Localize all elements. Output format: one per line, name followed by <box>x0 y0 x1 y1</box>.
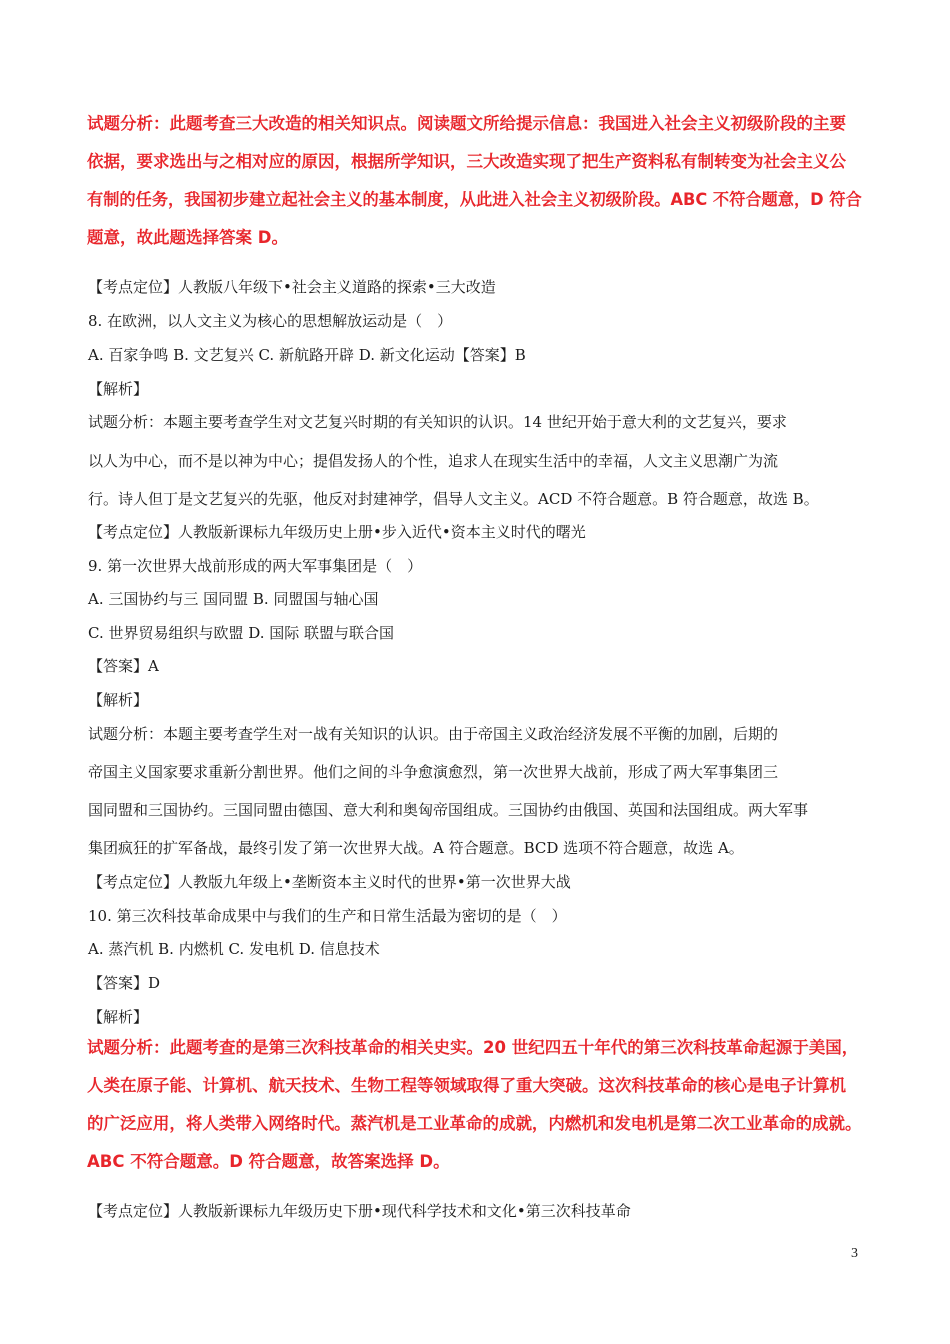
q7-analysis-line-4: 题意，故此题选择答案 D。 <box>87 228 288 247</box>
q7-knowledge-point: 【考点定位】人教版八年级下•社会主义道路的探索•三大改造 <box>88 278 496 296</box>
q10-jiexi-heading: 【解析】 <box>88 1008 149 1026</box>
q10-analysis-line-4: ABC 不符合题意。D 符合题意，故答案选择 D。 <box>87 1152 450 1171</box>
q7-analysis-line-3: 有制的任务，我国初步建立起社会主义的基本制度，从此进入社会主义初级阶段。ABC 不符合题意，D 符合 <box>87 190 862 209</box>
q8-analysis-line-3: 行。诗人但丁是文艺复兴的先驱，他反对封建神学，倡导人文主义。ACD 不符合题意。B 符合题意，故选 B。 <box>88 490 819 508</box>
q8-question: 8. 在欧洲，以人文主义为核心的思想解放运动是（ ） <box>88 312 453 330</box>
q9-answer: 【答案】A <box>88 657 159 675</box>
q8-analysis-line-1: 试题分析：本题主要考查学生对文艺复兴时期的有关知识的认识。14 世纪开始于意大利的文艺复兴，要求 <box>88 413 787 431</box>
q8-jiexi-heading: 【解析】 <box>88 380 149 398</box>
q9-options-line-2: C. 世界贸易组织与欧盟 D. 国际 联盟与联合国 <box>88 624 395 642</box>
q9-options-line-1: A. 三国协约与三 国同盟 B. 同盟国与轴心国 <box>88 590 379 608</box>
q10-options: A. 蒸汽机 B. 内燃机 C. 发电机 D. 信息技术 <box>88 940 380 958</box>
q8-analysis-line-2: 以人为中心，而不是以神为中心；提倡发扬人的个性，追求人在现实生活中的幸福，人文主义思潮广为流 <box>88 452 779 470</box>
q9-analysis-line-3: 国同盟和三国协约。三国同盟由德国、意大利和奥匈帝国组成。三国协约由俄国、英国和法国组成。两大军事 <box>88 801 809 819</box>
q10-knowledge-point: 【考点定位】人教版新课标九年级历史下册•现代科学技术和文化•第三次科技革命 <box>88 1202 631 1220</box>
q9-analysis-line-2: 帝国主义国家要求重新分割世界。他们之间的斗争愈演愈烈，第一次世界大战前，形成了两大军事集团三 <box>88 763 779 781</box>
q8-knowledge-point: 【考点定位】人教版新课标九年级历史上册•步入近代•资本主义时代的曙光 <box>88 523 586 541</box>
q9-knowledge-point: 【考点定位】人教版九年级上•垄断资本主义时代的世界•第一次世界大战 <box>88 873 571 891</box>
q10-analysis-line-2: 人类在原子能、计算机、航天技术、生物工程等领域取得了重大突破。这次科技革命的核心是电子计算机 <box>87 1076 846 1095</box>
q10-answer: 【答案】D <box>88 974 161 992</box>
q10-analysis-line-1: 试题分析：此题考查的是第三次科技革命的相关史实。20 世纪四五十年代的第三次科技革命起源于美国， <box>87 1038 859 1057</box>
page-number: 3 <box>851 1246 858 1261</box>
q10-question: 10. 第三次科技革命成果中与我们的生产和日常生活最为密切的是（ ） <box>88 907 567 925</box>
q7-analysis-line-2: 依据，要求选出与之相对应的原因，根据所学知识，三大改造实现了把生产资料私有制转变为社会主义公 <box>87 152 846 171</box>
q8-options-answer: A. 百家争鸣 B. 文艺复兴 C. 新航路开辟 D. 新文化运动【答案】B <box>88 346 526 364</box>
q7-analysis-line-1: 试题分析：此题考查三大改造的相关知识点。阅读题文所给提示信息：我国进入社会主义初级阶段的主要 <box>87 114 846 133</box>
q9-analysis-line-4: 集团疯狂的扩军备战，最终引发了第一次世界大战。A 符合题意。BCD 选项不符合题意，故选 A。 <box>88 839 744 857</box>
q10-analysis-line-3: 的广泛应用，将人类带入网络时代。蒸汽机是工业革命的成就，内燃机和发电机是第二次工业革命的成就。 <box>87 1114 862 1133</box>
q9-jiexi-heading: 【解析】 <box>88 691 149 709</box>
q9-analysis-line-1: 试题分析：本题主要考查学生对一战有关知识的认识。由于帝国主义政治经济发展不平衡的加剧，后期的 <box>88 725 779 743</box>
q9-question: 9. 第一次世界大战前形成的两大军事集团是（ ） <box>88 557 423 575</box>
